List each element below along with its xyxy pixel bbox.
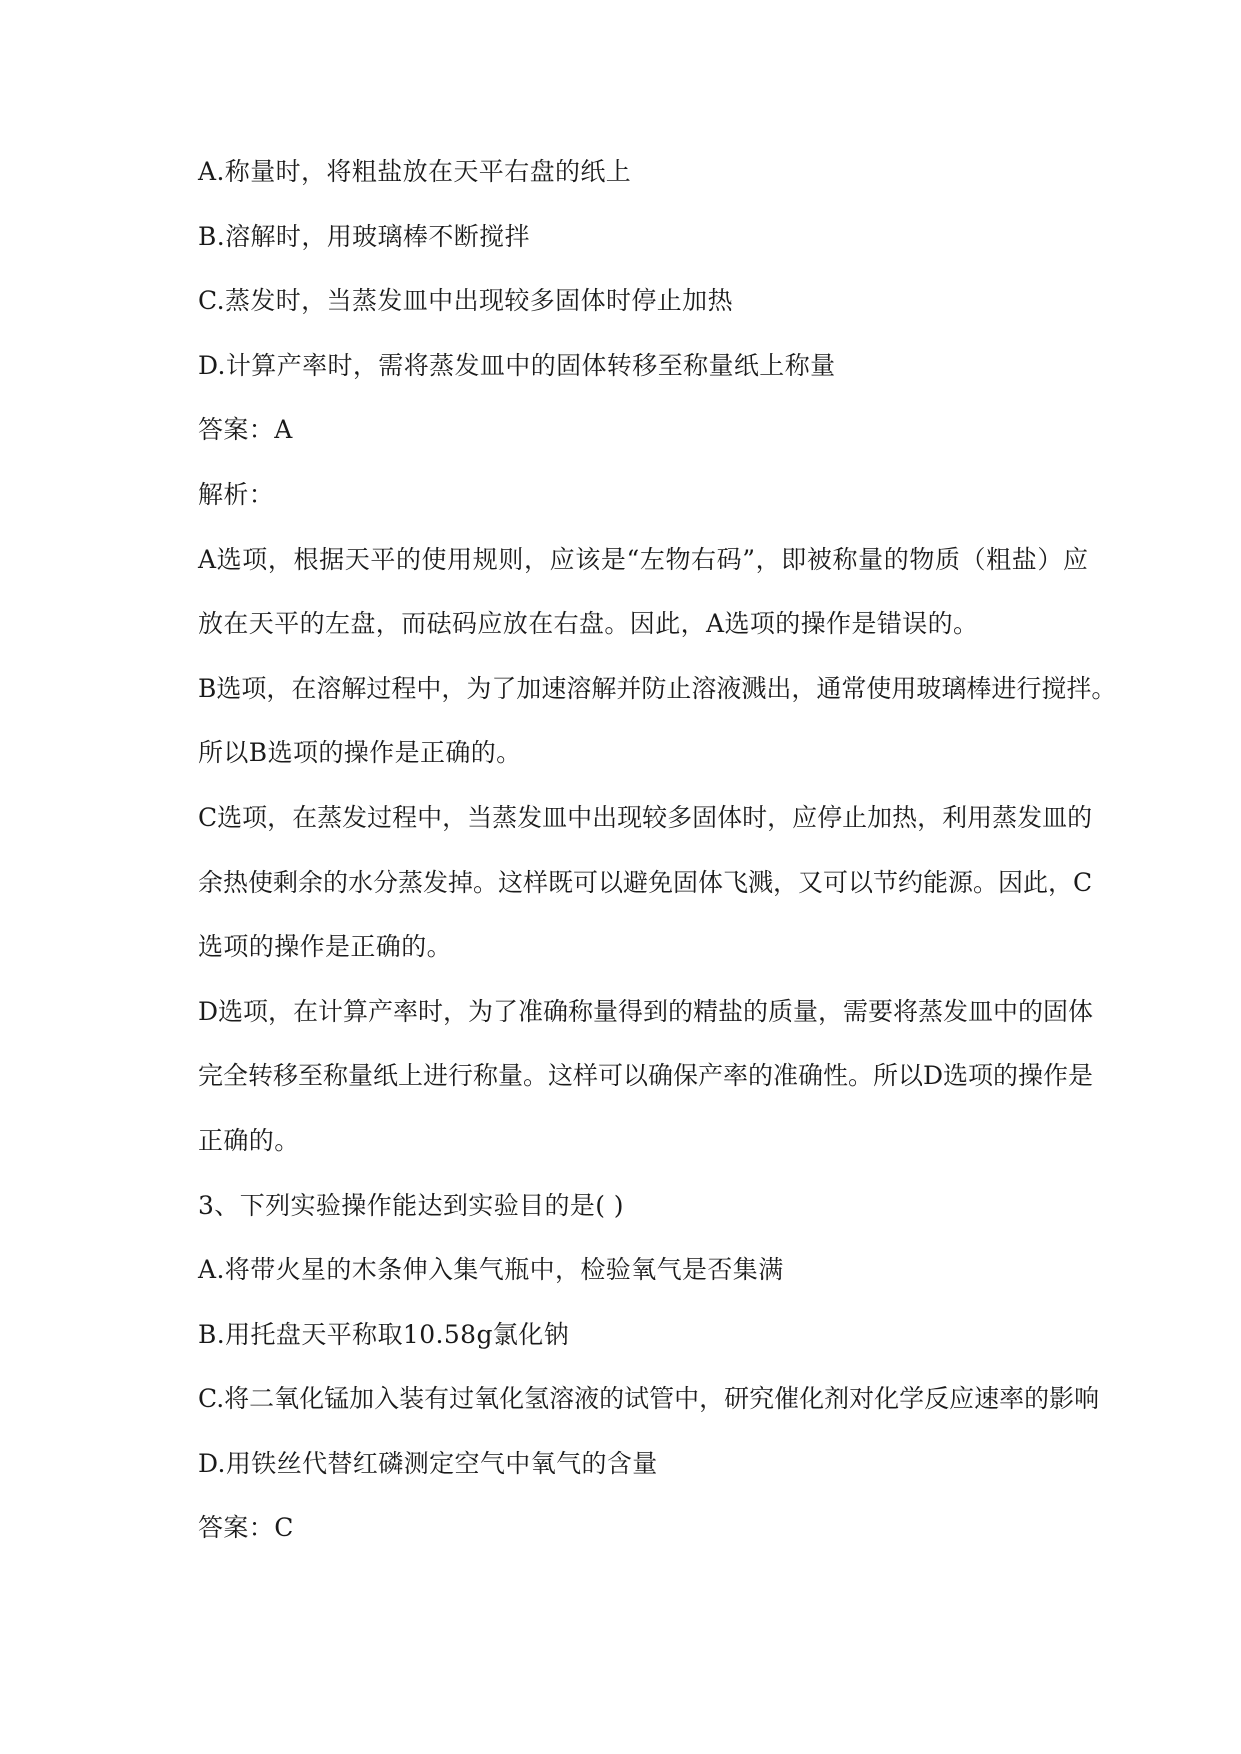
q2-analysis-c-line1: C选项，在蒸发过程中，当蒸发皿中出现较多固体时，应停止加热，利用蒸发皿的: [198, 802, 1093, 832]
q3-stem: 3、下列实验操作能达到实验目的是( ): [198, 1190, 624, 1220]
q2-option-b: B.溶解时，用玻璃棒不断搅拌: [198, 221, 530, 251]
q2-analysis-c-line3: 选项的操作是正确的。: [198, 932, 453, 962]
q2-analysis-d-line3: 正确的。: [198, 1125, 300, 1155]
q3-option-b: B.用托盘天平称取10.58g氯化钠: [198, 1319, 570, 1349]
q2-analysis-b-line1: B选项，在溶解过程中，为了加速溶解并防止溶液溅出，通常使用玻璃棒进行搅拌。: [198, 673, 1117, 703]
q2-analysis-a-line2: 放在天平的左盘，而砝码应放在右盘。因此，A选项的操作是错误的。: [198, 609, 979, 639]
q2-option-d: D.计算产率时，需将蒸发皿中的固体转移至称量纸上称量: [198, 350, 836, 380]
q2-analysis-b-line2: 所以B选项的操作是正确的。: [198, 738, 522, 768]
document-body: [198, 140, 1117, 1561]
q3-option-c: C.将二氧化锰加入装有过氧化氢溶液的试管中，研究催化剂对化学反应速率的影响: [198, 1384, 1100, 1414]
q2-option-a: A.称量时，将粗盐放在天平右盘的纸上: [198, 157, 632, 186]
q2-answer: 答案：A: [198, 415, 293, 445]
q3-option-d: D.用铁丝代替红磷测定空气中氧气的含量: [198, 1448, 658, 1478]
q2-analysis-label: 解析：: [198, 479, 275, 509]
q2-analysis-d-line2: 完全转移至称量纸上进行称量。这样可以确保产率的准确性。所以D选项的操作是: [198, 1061, 1094, 1091]
q3-option-a: A.将带火星的木条伸入集气瓶中，检验氧气是否集满: [198, 1255, 784, 1285]
q2-analysis-a-line1: A选项，根据天平的使用规则，应该是“左物右码”，即被称量的物质（粗盐）应: [198, 544, 1088, 574]
q2-analysis-c-line2: 余热使剩余的水分蒸发掉。这样既可以避免固体飞溅，又可以节约能源。因此，C: [198, 867, 1093, 897]
q2-option-c: C.蒸发时，当蒸发皿中出现较多固体时停止加热: [198, 286, 733, 316]
q3-answer: 答案：C: [198, 1513, 294, 1543]
q2-analysis-d-line1: D选项，在计算产率时，为了准确称量得到的精盐的质量，需要将蒸发皿中的固体: [198, 996, 1094, 1026]
